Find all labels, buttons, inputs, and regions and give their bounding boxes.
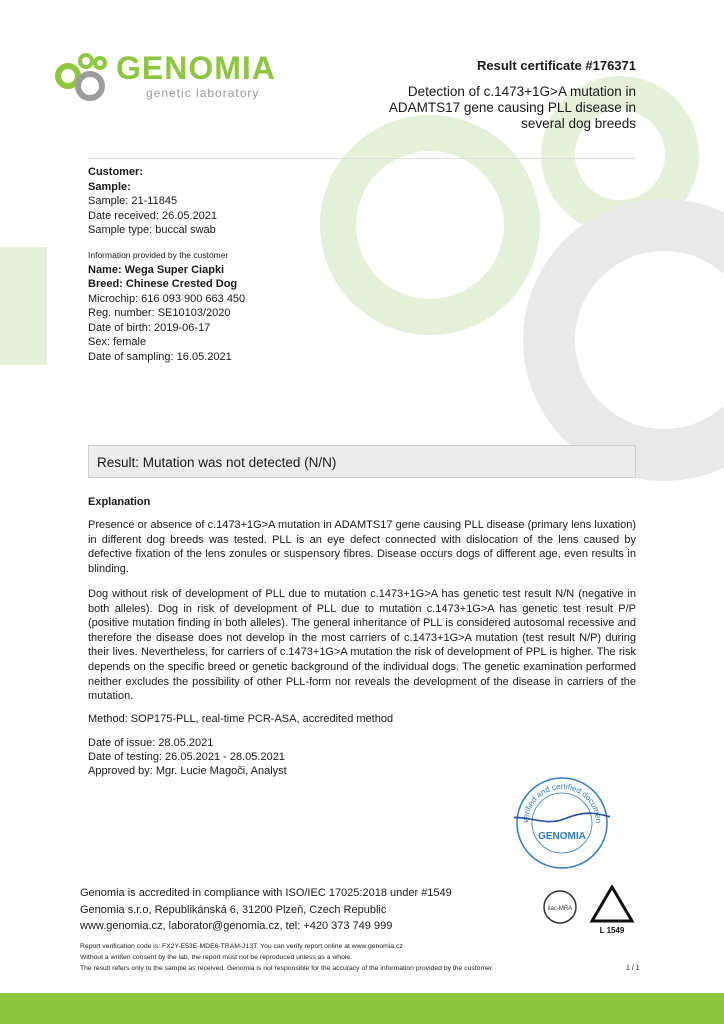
date-of-testing: Date of testing: 26.05.2021 - 28.05.2021: [88, 751, 285, 763]
dog-breed: Breed: Chinese Crested Dog: [88, 278, 238, 290]
grey-ring: [549, 225, 724, 455]
dog-info: [88, 248, 245, 364]
ilac-label: ilac-MRA: [547, 906, 573, 912]
contact-line: www.genomia.cz, laborator@genomia.cz, tel: +420 373 749 999: [80, 920, 393, 932]
result-box: [88, 445, 636, 478]
date-received: Date received: 26.05.2021: [88, 209, 218, 222]
sample-id: Sample: 21-11845: [88, 195, 178, 207]
consent-note: Without a written consent by the lab, the report must not be reproduced unless as a whole.: [80, 954, 353, 961]
page-number: 1 / 1: [626, 965, 640, 972]
accreditation-logos-icon: [540, 885, 640, 935]
reg-number: Reg. number: SE10103/2020: [88, 307, 231, 319]
date-of-issue: Date of issue: 28.05.2021: [88, 737, 214, 749]
stamp-arc-text: verified and certified documen: [520, 781, 604, 824]
customer-label: Customer:: [88, 166, 144, 178]
logo-subtitle: genetic laboratory: [146, 86, 260, 100]
bottom-green-bar: [0, 993, 724, 1024]
sample-info: [88, 165, 217, 238]
svg-text:verified and certified documen: [514, 775, 603, 823]
verification-code: Report verification code is: FX2Y-E53E-MDE6-TRAM-J13T. You can verify report online at www.genomia.cz: [80, 943, 403, 950]
customer-info-note: Information provided by the customer: [88, 250, 229, 260]
explanation-paragraph-2: Dog without risk of development of PLL due to mutation c.1473+1G>A has genetic test result N/N (negative in both alleles). Dog in risk of development of PLL due to mutation c.1473+1G>A has genetic test result P/P (positive mutation finding in both alleles). The general inheritance of PLL is considered autosomal recessive and therefore the disease does not develop in the most carriers of c.1473+1G>A mutation (test result N/P) during their lives. Nevertheless, for carriers of c.1473+1G>A mutation the risk of development of PPL is higher. The risk depends on the specific breed or genetic background of the individual dogs. The genetic examination performed neither excludes the possibility of other PLL-form nor reveals the development of the disease in carriers of the mutation.: [88, 588, 636, 703]
accreditation-mark: L 1549: [599, 926, 625, 935]
dog-name: Name: Wega Super Ciapki: [88, 263, 225, 276]
certificate-number: Result certificate #176371: [477, 58, 636, 73]
microchip: Microchip: 616 093 900 663 450: [88, 292, 246, 305]
sex: Sex: female: [88, 336, 147, 348]
certificate-title: Detection of c.1473+1G>A mutation in ADAMTS17 gene causing PLL disease in several dog breeds: [388, 84, 636, 131]
left-green-bar: [0, 247, 47, 365]
explanation-heading: Explanation: [88, 496, 151, 508]
sample-type: Sample type: buccal swab: [88, 224, 216, 236]
stamp-name: GENOMIA: [538, 831, 586, 842]
method: Method: SOP175-PLL, real-time PCR-ASA, accredited method: [88, 713, 394, 725]
result-text: Result: Mutation was not detected (N/N): [97, 455, 337, 470]
genomia-logo-icon: [52, 50, 114, 106]
address-line: Genomia s.r.o, Republikánská 6, 31200 Plzeň, Czech Republic: [80, 903, 387, 916]
logo-name: GENOMIA: [116, 50, 276, 86]
disclaimer: The result refers only to the sample as received. Genomia is not responsible for the accuracy of the information provided by the customer.: [80, 965, 494, 972]
footer-contact: [80, 885, 452, 935]
sample-label: Sample:: [88, 180, 131, 193]
accreditation-line: Genomia is accredited in compliance with ISO/IEC 17025:2018 under #1549: [80, 887, 452, 899]
date-of-birth: Date of birth: 2019-06-17: [88, 321, 211, 334]
header-divider: [88, 158, 636, 159]
date-of-sampling: Date of sampling: 16.05.2021: [88, 350, 232, 363]
certified-stamp-icon: [514, 775, 610, 871]
large-green-ring: [338, 133, 522, 317]
approved-by: Approved by: Mgr. Lucie Magoči, Analyst: [88, 765, 287, 777]
explanation-paragraph-1: Presence or absence of c.1473+1G>A mutation in ADAMTS17 gene causing PLL disease (primary lens luxation) in different dog breeds was tested. PLL is an eye defect connected with dislocation of the lens caused by defective fixation of the lens zonules or suspensory fibres. Disease occurs dogs of different age, even results in blinding.: [88, 519, 636, 575]
